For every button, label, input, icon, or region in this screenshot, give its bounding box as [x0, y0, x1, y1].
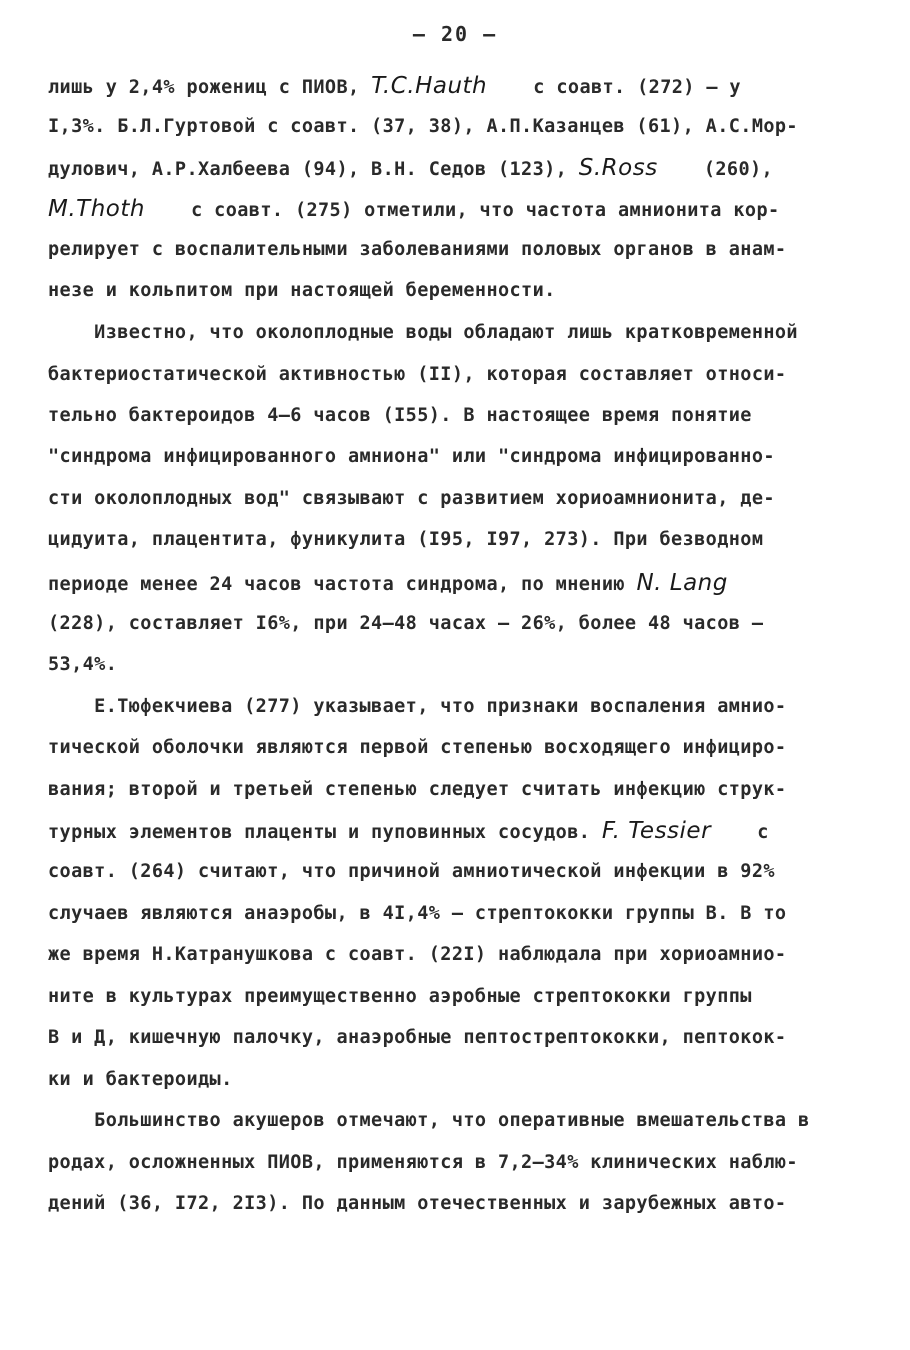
- line-text: с: [711, 822, 769, 843]
- text-line: [48, 484, 868, 514]
- line-text: цидуита, плацентита, фуникулита (I95, I97, 273). При безводном: [48, 529, 764, 550]
- text-line: [48, 816, 868, 846]
- line-text: (260),: [657, 159, 774, 180]
- line-text: "синдрома инфицированного амниона" или "синдрома инфицированно-: [48, 446, 775, 467]
- line-text: дений (36, I72, 2I3). По данным отечественных и зарубежных авто-: [48, 1193, 787, 1214]
- handwritten-name: F. Tessier: [601, 818, 712, 844]
- text-line: [48, 775, 868, 805]
- line-text: незе и кольпитом при настоящей беременности.: [48, 280, 556, 301]
- text-line: [48, 940, 868, 970]
- line-text: В и Д, кишечную палочку, анаэробные пептострептококки, пептокок-: [48, 1027, 787, 1048]
- handwritten-name: N. Lang: [636, 570, 728, 596]
- line-text: релирует с воспалительными заболеваниями половых органов в анам-: [48, 239, 787, 260]
- line-text: с соавт. (272) – у: [487, 77, 741, 98]
- line-text: Е.Тюфекчиева (277) указывает, что признаки воспаления амнио-: [48, 696, 787, 717]
- handwritten-name: T.C.Hauth: [371, 73, 488, 99]
- text-line: [48, 525, 868, 555]
- line-text: Большинство акушеров отмечают, что оперативные вмешательства в: [48, 1110, 810, 1131]
- text-line: [48, 982, 868, 1012]
- text-line: [48, 401, 868, 431]
- line-text: ки и бактероиды.: [48, 1069, 233, 1090]
- line-text: родах, осложненных ПИОВ, применяются в 7,2–34% клинических наблю-: [48, 1152, 798, 1173]
- line-text: (228), составляет I6%, при 24–48 часах – 26%, более 48 часов –: [48, 613, 764, 634]
- line-text: же время Н.Катранушкова с соавт. (22I) наблюдала при хориоамнио-: [48, 944, 787, 965]
- line-text: лишь у 2,4% рожениц с ПИОВ,: [48, 77, 372, 98]
- line-text: дулович, А.Р.Халбеева (94), В.Н. Седов (123),: [48, 159, 579, 180]
- line-text: вания; второй и третьей степенью следует считать инфекцию струк-: [48, 779, 787, 800]
- handwritten-name: S.Ross: [578, 155, 658, 181]
- page-number: – 20 –: [412, 22, 498, 46]
- line-text: тельно бактероидов 4–6 часов (I55). В настоящее время понятие: [48, 405, 752, 426]
- line-text: Известно, что околоплодные воды обладают лишь кратковременной: [48, 322, 798, 343]
- text-line: [48, 1148, 868, 1178]
- text-line: [48, 1023, 868, 1053]
- text-line: [48, 235, 868, 265]
- text-line: [48, 692, 868, 722]
- text-line: [48, 153, 868, 183]
- line-text: соавт. (264) считают, что причиной амниотической инфекции в 92%: [48, 861, 775, 882]
- text-line: [48, 194, 868, 224]
- line-text: сти околоплодных вод" связывают с развитием хориоамнионита, де-: [48, 488, 775, 509]
- text-line: [48, 899, 868, 929]
- handwritten-name: M.Thoth: [48, 196, 145, 222]
- line-text: турных элементов плаценты и пуповинных сосудов.: [48, 822, 602, 843]
- text-line: [48, 609, 868, 639]
- line-text: с соавт. (275) отметили, что частота амнионита кор-: [144, 200, 780, 221]
- line-text: тической оболочки являются первой степенью восходящего инфициро-: [48, 737, 787, 758]
- line-text: I,3%. Б.Л.Гуртовой с соавт. (37, 38), А.П.Казанцев (61), А.С.Мор-: [48, 116, 798, 137]
- text-line: [48, 1065, 868, 1095]
- text-line: [48, 568, 868, 598]
- line-text: бактериостатической активностью (II), которая составляет относи-: [48, 364, 787, 385]
- text-line: [48, 1106, 868, 1136]
- line-text: 53,4%.: [48, 654, 118, 675]
- line-text: ните в культурах преимущественно аэробные стрептококки группы: [48, 986, 752, 1007]
- text-line: [48, 318, 868, 348]
- text-line: [48, 360, 868, 390]
- line-text: периоде менее 24 часов частота синдрома, по мнению: [48, 574, 637, 595]
- text-line: [48, 71, 868, 101]
- text-line: [48, 276, 868, 306]
- text-line: [48, 442, 868, 472]
- text-line: [48, 1189, 868, 1219]
- text-line: [48, 857, 868, 887]
- text-line: [48, 733, 868, 763]
- text-line: [48, 112, 868, 142]
- line-text: случаев являются анаэробы, в 4I,4% – стрептококки группы В. В то: [48, 903, 787, 924]
- text-line: [48, 650, 868, 680]
